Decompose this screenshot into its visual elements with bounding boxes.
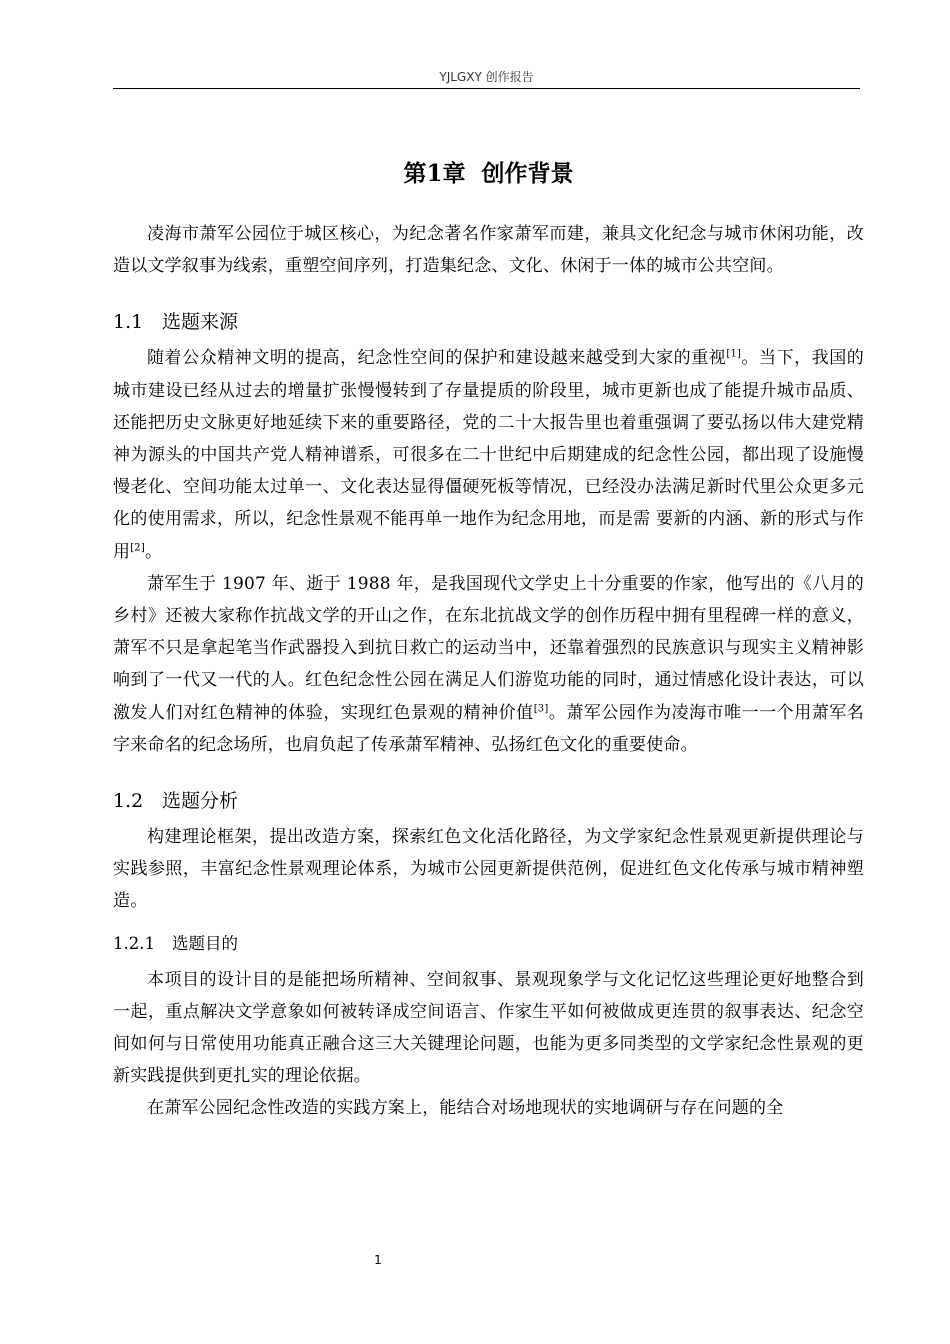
- citation-3: [3]: [533, 702, 549, 714]
- section-heading-1-2: [113, 785, 864, 817]
- section-title: 选题分析: [162, 790, 239, 813]
- citation-1: [1]: [726, 348, 742, 360]
- paragraph-text: 。: [144, 541, 163, 562]
- section-title: 选题来源: [162, 311, 239, 334]
- paragraph-1-1-b: [113, 568, 864, 761]
- chapter-title-text: 创作背景: [481, 161, 574, 187]
- chapter-prefix: 第: [403, 161, 427, 187]
- paragraph-text: 。萧军公园作为凌海市唯一一个用萧军名字来命名的纪念场所，也肩负起了传承萧军精神、弘扬红色文化的重要使命。: [113, 702, 864, 755]
- citation-2: [2]: [130, 541, 145, 553]
- page-number: 1: [374, 1253, 382, 1267]
- chapter-number: 1: [426, 160, 443, 187]
- paragraph-text: 。当下，我国的城市建设已经从过去的增量扩张慢慢转到了存量提质的阶段里，城市更新也成了能提升城市品质、还能把历史文脉更好地延续下来的重要路径，党的二十大报告里也着重强调了要弘扬以伟大建党精神为源头的中国共产党人精神谱系，可很多在二十世纪中后期建成的纪念性公园，都出现了设施慢慢老化、空间功能太过单一、文化表达显得僵硬死板等情况，已经没办法满足新时代里公众更多元化的使用需求，所以，纪念性景观不能再单一地作为纪念用地，而是需 要新的内涵、新的形式与作用: [113, 348, 864, 562]
- chapter-suffix: 章: [442, 161, 466, 187]
- intro-paragraph: 凌海市萧军公园位于城区核心，为纪念著名作家萧军而建，兼具文化纪念与城市休闲功能，改造以文学叙事为线索，重塑空间序列，打造集纪念、文化、休闲于一体的城市公共空间。: [113, 224, 864, 277]
- section-number: 1.2: [113, 790, 144, 813]
- paragraph-text: 随着公众精神文明的提高，纪念性空间的保护和建设越来越受到大家的重视: [147, 348, 727, 369]
- paragraph-text: 萧军生于 1907 年、逝于 1988 年，是我国现代文学史上十分重要的作家，他写出的《八月的乡村》还被大家称作抗战文学的开山之作，在东北抗战文学的创作历程中拥有里程碑一样的意义，萧军不只是拿起笔当作武器投入到抗日救亡的运动当中，还靠着强烈的民族意识与现实主义精神影响到了一代又一代的人。红色纪念性公园在满足人们游览功能的同时，通过情感化设计表达，可以激发人们对红色精神的体验，实现红色景观的精神价值: [113, 573, 864, 723]
- paragraph-1-2-1-b: 在萧军公园纪念性改造的实践方案上，能结合对场地现状的实地调研与存在问题的全: [147, 1098, 784, 1119]
- header-rule: [113, 88, 860, 89]
- running-header: YJLGXY 创作报告: [439, 70, 534, 84]
- section-number: 1.1: [113, 311, 144, 334]
- subsection-heading-1-2-1: [113, 928, 864, 960]
- paragraph-1-1-a: [113, 342, 864, 567]
- page-content: [113, 156, 864, 1125]
- subsection-number: 1.2.1: [113, 933, 155, 953]
- section-heading-1-1: [113, 306, 864, 338]
- chapter-title: [113, 156, 864, 192]
- paragraph-1-2: 构建理论框架，提出改造方案，探索红色文化活化路径，为文学家纪念性景观更新提供理论与实践参照，丰富纪念性景观理论体系，为城市公园更新提供范例，促进红色文化传承与城市精神塑造。: [113, 827, 864, 912]
- paragraph-1-2-1-a: 本项目的设计目的是能把场所精神、空间叙事、景观现象学与文化记忆这些理论更好地整合到一起，重点解决文学意象如何被转译成空间语言、作家生平如何被做成更连贯的叙事表达、纪念空间如何与日常使用功能真正融合这三大关键理论问题，也能为更多同类型的文学家纪念性景观的更新实践提供到更扎实的理论依据。: [113, 969, 864, 1087]
- subsection-title: 选题目的: [172, 933, 238, 953]
